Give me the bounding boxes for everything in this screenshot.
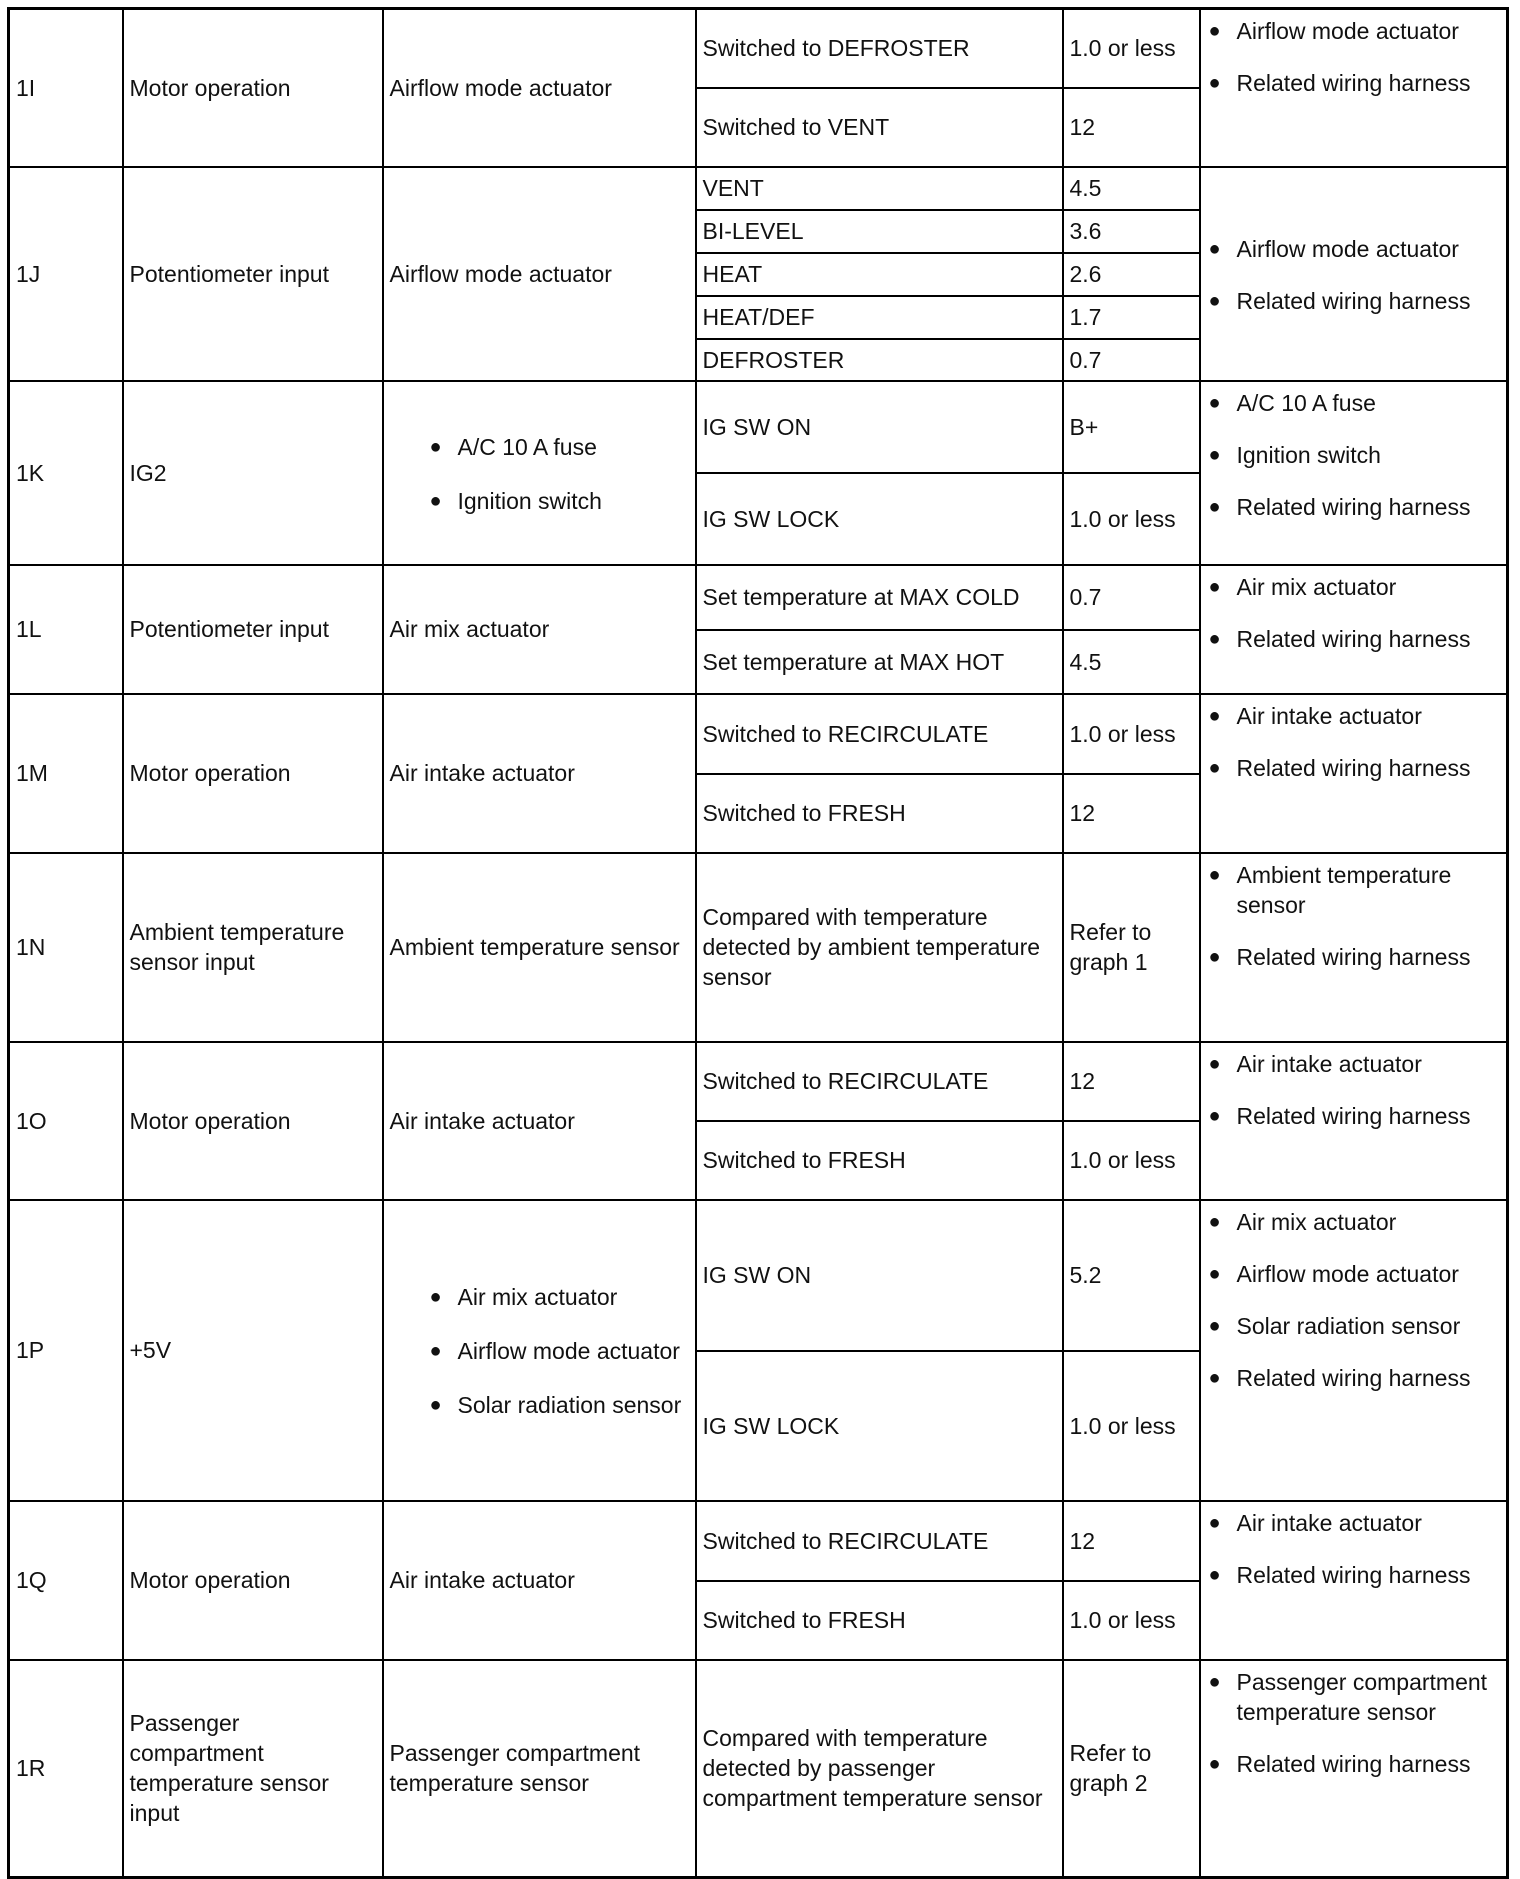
signal-cell: Motor operation — [123, 1042, 383, 1200]
list-item: ● Related wiring harness — [1207, 1101, 1501, 1131]
condition-cell: IG SW ON — [696, 1200, 1063, 1351]
condition-cell: Switched to DEFROSTER — [696, 9, 1063, 88]
voltage-cell: 1.0 or less — [1063, 694, 1200, 774]
list-item: ● Passenger compartment temperature sensor — [1207, 1667, 1501, 1727]
terminal-cell: 1P — [9, 1200, 123, 1501]
list-item: ● Related wiring harness — [1207, 68, 1501, 98]
list-item: ● Solar radiation sensor — [1207, 1311, 1501, 1341]
terminal-voltage-table — [7, 7, 1509, 1879]
voltage-cell: 1.0 or less — [1063, 1581, 1200, 1660]
inspection-list — [1207, 1508, 1501, 1590]
list-item: ● Air intake actuator — [1207, 1508, 1501, 1538]
condition-cell: IG SW LOCK — [696, 1351, 1063, 1501]
table-row — [9, 1200, 1508, 1351]
inspection-cell — [1200, 1501, 1508, 1660]
signal-cell: Ambient temperature sensor input — [123, 853, 383, 1042]
list-item: ● Air mix actuator — [1207, 1207, 1501, 1237]
condition-cell: Switched to FRESH — [696, 1121, 1063, 1200]
condition-cell: IG SW ON — [696, 381, 1063, 473]
inspection-cell — [1200, 167, 1508, 381]
connected-cell: Passenger compartment temperature sensor — [383, 1660, 696, 1878]
connected-cell — [383, 1200, 696, 1501]
terminal-cell: 1J — [9, 167, 123, 381]
voltage-cell: 12 — [1063, 1042, 1200, 1121]
terminal-cell: 1O — [9, 1042, 123, 1200]
connected-cell: Air mix actuator — [383, 565, 696, 694]
inspection-cell — [1200, 1042, 1508, 1200]
list-item: ● A/C 10 A fuse — [1207, 388, 1501, 418]
table-row — [9, 1501, 1508, 1581]
list-item: ● Ignition switch — [428, 486, 689, 516]
voltage-cell: 1.0 or less — [1063, 1121, 1200, 1200]
condition-cell: Switched to VENT — [696, 88, 1063, 167]
voltage-cell: Refer to graph 2 — [1063, 1660, 1200, 1878]
inspection-cell — [1200, 9, 1508, 167]
list-item: ● Related wiring harness — [1207, 286, 1501, 316]
terminal-cell: 1I — [9, 9, 123, 167]
connected-list — [390, 432, 689, 516]
table-row — [9, 853, 1508, 1042]
voltage-cell: 0.7 — [1063, 565, 1200, 630]
voltage-cell: 5.2 — [1063, 1200, 1200, 1351]
condition-cell: Switched to RECIRCULATE — [696, 694, 1063, 774]
list-item: ● Related wiring harness — [1207, 942, 1501, 972]
terminal-cell: 1R — [9, 1660, 123, 1878]
voltage-cell: 1.0 or less — [1063, 473, 1200, 565]
table-row — [9, 9, 1508, 88]
list-item: ● Related wiring harness — [1207, 753, 1501, 783]
voltage-cell: 1.0 or less — [1063, 1351, 1200, 1501]
signal-cell: Potentiometer input — [123, 167, 383, 381]
voltage-cell: 4.5 — [1063, 167, 1200, 210]
condition-cell: Switched to FRESH — [696, 774, 1063, 853]
voltage-cell: 0.7 — [1063, 339, 1200, 381]
inspection-list — [1207, 701, 1501, 783]
inspection-list — [1207, 16, 1501, 98]
list-item: ● Air mix actuator — [428, 1282, 689, 1312]
list-item: ● Related wiring harness — [1207, 1363, 1501, 1393]
terminal-cell: 1M — [9, 694, 123, 853]
condition-cell: Set temperature at MAX COLD — [696, 565, 1063, 630]
terminal-cell: 1N — [9, 853, 123, 1042]
condition-cell: Set temperature at MAX HOT — [696, 630, 1063, 694]
list-item: ● A/C 10 A fuse — [428, 432, 689, 462]
inspection-cell — [1200, 1660, 1508, 1878]
list-item: ● Airflow mode actuator — [428, 1336, 689, 1366]
inspection-list — [1207, 860, 1501, 972]
signal-cell: Passenger compartment temperature sensor input — [123, 1660, 383, 1878]
list-item: ● Related wiring harness — [1207, 624, 1501, 654]
list-item: ● Related wiring harness — [1207, 1749, 1501, 1779]
list-item: ● Air intake actuator — [1207, 701, 1501, 731]
inspection-list — [1207, 388, 1501, 522]
condition-cell: VENT — [696, 167, 1063, 210]
list-item: ● Air mix actuator — [1207, 572, 1501, 602]
table-row — [9, 1660, 1508, 1878]
condition-cell: Compared with temperature detected by ambient temperature sensor — [696, 853, 1063, 1042]
inspection-list — [1207, 234, 1501, 316]
table-row — [9, 694, 1508, 774]
terminal-cell: 1Q — [9, 1501, 123, 1660]
list-item: ● Ignition switch — [1207, 440, 1501, 470]
voltage-cell: 2.6 — [1063, 253, 1200, 296]
condition-cell: Switched to RECIRCULATE — [696, 1042, 1063, 1121]
voltage-cell: 12 — [1063, 1501, 1200, 1581]
condition-cell: DEFROSTER — [696, 339, 1063, 381]
voltage-cell: 12 — [1063, 774, 1200, 853]
connected-list — [390, 1282, 689, 1420]
voltage-cell: B+ — [1063, 381, 1200, 473]
connected-cell: Air intake actuator — [383, 1501, 696, 1660]
voltage-cell: Refer to graph 1 — [1063, 853, 1200, 1042]
signal-cell: Motor operation — [123, 694, 383, 853]
list-item: ● Airflow mode actuator — [1207, 234, 1501, 264]
inspection-list — [1207, 1667, 1501, 1779]
table-row — [9, 167, 1508, 210]
voltage-cell: 12 — [1063, 88, 1200, 167]
connected-cell: Airflow mode actuator — [383, 9, 696, 167]
voltage-cell: 4.5 — [1063, 630, 1200, 694]
inspection-cell — [1200, 1200, 1508, 1501]
table-row — [9, 381, 1508, 473]
table-row — [9, 565, 1508, 630]
table-row — [9, 1042, 1508, 1121]
condition-cell: IG SW LOCK — [696, 473, 1063, 565]
list-item: ● Airflow mode actuator — [1207, 16, 1501, 46]
signal-cell: IG2 — [123, 381, 383, 565]
condition-cell: BI-LEVEL — [696, 210, 1063, 253]
connected-cell: Air intake actuator — [383, 694, 696, 853]
voltage-cell: 3.6 — [1063, 210, 1200, 253]
inspection-list — [1207, 1049, 1501, 1131]
signal-cell: Potentiometer input — [123, 565, 383, 694]
inspection-list — [1207, 572, 1501, 654]
condition-cell: Compared with temperature detected by passenger compartment temperature sensor — [696, 1660, 1063, 1878]
signal-cell: +5V — [123, 1200, 383, 1501]
list-item: ● Related wiring harness — [1207, 492, 1501, 522]
signal-cell: Motor operation — [123, 9, 383, 167]
inspection-cell — [1200, 694, 1508, 853]
condition-cell: Switched to RECIRCULATE — [696, 1501, 1063, 1581]
list-item: ● Air intake actuator — [1207, 1049, 1501, 1079]
list-item: ● Related wiring harness — [1207, 1560, 1501, 1590]
inspection-cell — [1200, 381, 1508, 565]
condition-cell: HEAT/DEF — [696, 296, 1063, 339]
signal-cell: Motor operation — [123, 1501, 383, 1660]
list-item: ● Airflow mode actuator — [1207, 1259, 1501, 1289]
list-item: ● Solar radiation sensor — [428, 1390, 689, 1420]
inspection-cell — [1200, 565, 1508, 694]
inspection-list — [1207, 1207, 1501, 1393]
connected-cell: Ambient temperature sensor — [383, 853, 696, 1042]
terminal-cell: 1L — [9, 565, 123, 694]
voltage-cell: 1.0 or less — [1063, 9, 1200, 88]
condition-cell: Switched to FRESH — [696, 1581, 1063, 1660]
voltage-cell: 1.7 — [1063, 296, 1200, 339]
terminal-cell: 1K — [9, 381, 123, 565]
condition-cell: HEAT — [696, 253, 1063, 296]
connected-cell: Air intake actuator — [383, 1042, 696, 1200]
connected-cell: Airflow mode actuator — [383, 167, 696, 381]
connected-cell — [383, 381, 696, 565]
list-item: ● Ambient temperature sensor — [1207, 860, 1501, 920]
inspection-cell — [1200, 853, 1508, 1042]
